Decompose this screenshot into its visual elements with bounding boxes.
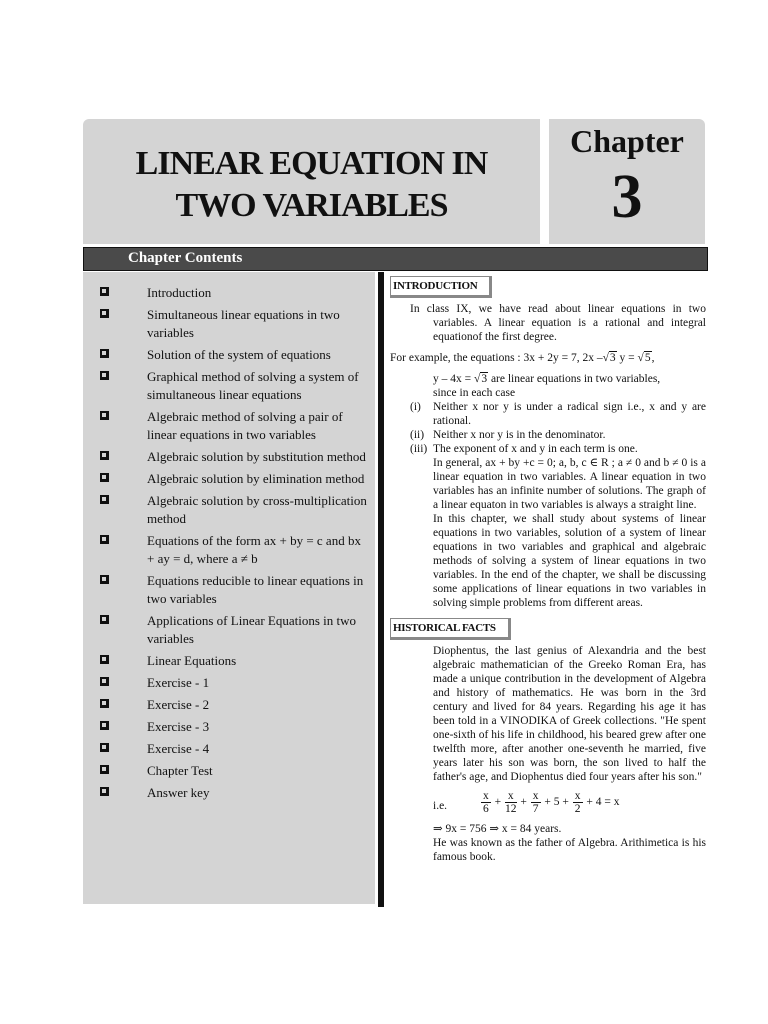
introduction-heading: INTRODUCTION [390, 276, 492, 298]
contents-item-label: Applications of Linear Equations in two variables [147, 613, 357, 646]
contents-item-label: Introduction [147, 285, 212, 300]
example-equations: For example, the equations : 3x + 2y = 7, 2x –√3 y = √5, [390, 352, 655, 364]
contents-item-label: Equations of the form ax + by = c and bx + ay = d, where a ≠ b [147, 533, 361, 566]
contents-item [83, 408, 375, 448]
contents-item [83, 612, 375, 652]
condition-marker: (ii) [410, 429, 425, 441]
chapter-label: Chapter [570, 123, 684, 159]
chapter-title: LINEAR EQUATION IN TWO VARIABLES [135, 145, 488, 224]
example-line-3: since in each case [433, 387, 516, 399]
intro-paragraph: In class IX, we have read about linear equations in two variables. A linear equation is a rational and integral equationof the first degree. [410, 303, 706, 343]
historical-facts-heading: HISTORICAL FACTS [390, 618, 511, 640]
chapter-title-box [83, 119, 540, 244]
checkbox-bullet-icon [100, 575, 109, 584]
history-paragraph: Diophentus, the last genius of Alexandria and the best algebraic mathematician of the Greeko Roman Era, has made a unique contribution in the development of Algebra and history of mathematics. He was born in the 3rd century and lived for 84 years. Regarding his age it has been told in a VINODIKA of Greek collections. "He spent one-sixth of his life in childhood, his beared grew after one twelfth more, after another one-seventh he married, five years later his son was born, the son lived to half the father's age, and Diophentus died four years after his son." [433, 645, 706, 783]
condition-list [390, 400, 706, 456]
contents-item [83, 784, 375, 806]
contents-item [83, 572, 375, 612]
contents-item-label: Graphical method of solving a system of simultaneous linear equations [147, 369, 359, 402]
checkbox-bullet-icon [100, 287, 109, 296]
condition-text: The exponent of x and y in each term is one. [433, 443, 638, 455]
example-line-2: y – 4x = √3 are linear equations in two variables, [433, 373, 661, 385]
condition-item [390, 442, 706, 456]
contents-header: Chapter Contents [128, 250, 243, 266]
contents-item [83, 470, 375, 492]
condition-marker: (i) [410, 401, 421, 413]
contents-header-bar [83, 247, 708, 271]
contents-item [83, 696, 375, 718]
checkbox-bullet-icon [100, 451, 109, 460]
chapter-overview-paragraph: In this chapter, we shall study about systems of linear equations in two variables, solution of a system of linear equations in two variables and graphical and algebraic methods of solving a system of linear equations in two variables. In the end of the chapter, we shall be discussing some applications of linear equations in two variables in solving simple problems from different areas. [433, 513, 706, 609]
contents-item-label: Answer key [147, 785, 210, 800]
checkbox-bullet-icon [100, 535, 109, 544]
contents-item-label: Solution of the system of equations [147, 347, 331, 362]
contents-item-label: Chapter Test [147, 763, 213, 778]
main-content [390, 276, 706, 864]
checkbox-bullet-icon [100, 743, 109, 752]
checkbox-bullet-icon [100, 495, 109, 504]
contents-sidebar [83, 272, 375, 904]
fraction-x-2: $\frac{x}{2}$ [574, 790, 581, 815]
condition-text: Neither x nor y is under a radical sign i.e., x and y are rational. [433, 401, 706, 427]
contents-item [83, 674, 375, 696]
checkbox-bullet-icon [100, 349, 109, 358]
condition-text: Neither x nor y is in the denominator. [433, 429, 606, 441]
contents-item-label: Simultaneous linear equations in two variables [147, 307, 340, 340]
contents-item [83, 740, 375, 762]
chapter-number: 3 [611, 163, 643, 231]
father-of-algebra-paragraph: He was known as the father of Algebra. Arithimetica is his famous book. [433, 837, 706, 863]
checkbox-bullet-icon [100, 309, 109, 318]
chapter-number-box [549, 119, 705, 244]
contents-item-label: Exercise - 3 [147, 719, 210, 734]
checkbox-bullet-icon [100, 655, 109, 664]
age-equation: i.e. $\frac{x}{6}$ + $\frac{x}{12}$ + $\frac{x}{7}$ + 5 + $\frac{x}{2}$ + 4 = x [433, 790, 620, 815]
fraction-x-12: $\frac{x}{12}$ [505, 790, 517, 815]
contents-item-label: Algebraic method of solving a pair of linear equations in two variables [147, 409, 343, 442]
condition-marker: (iii) [410, 443, 428, 455]
contents-item [83, 762, 375, 784]
checkbox-bullet-icon [100, 371, 109, 380]
contents-item-label: Exercise - 2 [147, 697, 210, 712]
contents-item [83, 492, 375, 532]
contents-item-label: Exercise - 1 [147, 675, 210, 690]
contents-item [83, 652, 375, 674]
contents-item [83, 532, 375, 572]
contents-item [83, 284, 375, 306]
checkbox-bullet-icon [100, 699, 109, 708]
fraction-x-6: $\frac{x}{6}$ [483, 790, 489, 815]
checkbox-bullet-icon [100, 677, 109, 686]
checkbox-bullet-icon [100, 765, 109, 774]
contents-item-label: Algebraic solution by substitution method [147, 449, 366, 464]
general-form-paragraph: In general, ax + by +c = 0; a, b, c ∈ R ; a ≠ 0 and b ≠ 0 is a linear equation in two variables. A linear equation in two variables has an infinite number of solutions. The graph of a linear equaton in two variables is always a straight line. [433, 457, 706, 511]
contents-item-label: Algebraic solution by elimination method [147, 471, 365, 486]
age-result: ⇒ 9x = 756 ⇒ x = 84 years. [433, 823, 562, 835]
condition-item [390, 400, 706, 428]
contents-item-label: Exercise - 4 [147, 741, 210, 756]
checkbox-bullet-icon [100, 615, 109, 624]
checkbox-bullet-icon [100, 411, 109, 420]
contents-item [83, 448, 375, 470]
condition-item [390, 428, 706, 442]
contents-item [83, 346, 375, 368]
contents-item [83, 368, 375, 408]
column-divider [378, 272, 384, 907]
contents-item [83, 306, 375, 346]
checkbox-bullet-icon [100, 787, 109, 796]
fraction-x-7: $\frac{x}{7}$ [532, 790, 539, 815]
checkbox-bullet-icon [100, 721, 109, 730]
contents-list [83, 284, 375, 806]
contents-item-label: Linear Equations [147, 653, 237, 668]
contents-item [83, 718, 375, 740]
contents-item-label: Equations reducible to linear equations in two variables [147, 573, 364, 606]
contents-item-label: Algebraic solution by cross-multiplication method [147, 493, 367, 526]
checkbox-bullet-icon [100, 473, 109, 482]
